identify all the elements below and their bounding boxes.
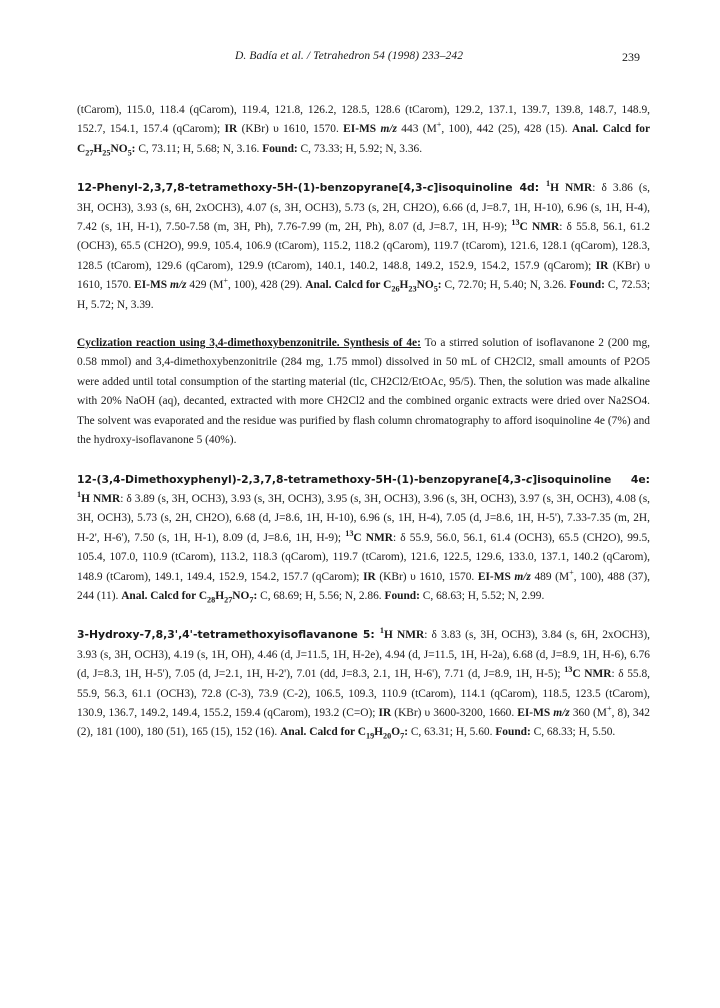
text: C, 73.33; H, 5.92; N, 3.36. xyxy=(297,142,423,155)
formula-part: H xyxy=(374,726,384,739)
mz-label: m/z xyxy=(553,706,570,719)
text: 489 (M xyxy=(530,570,570,583)
text: (KBr) υ 1610, 1570. xyxy=(237,123,344,136)
text: 360 (M xyxy=(569,706,607,719)
subscript: 7 xyxy=(249,595,254,605)
text: : δ 3.89 (s, 3H, OCH3), 3.93 (s, 3H, OCH3), 3.95 (s, 3H, OCH3), 3.96 (s, 3H, OCH3), 3.97 (s, 3H, OCH3), 4.08 (s, 3H, OCH3), 5.73 (s, 2H, CH2O), 6.68 (d, J=8.6, 1H, H-10), 6.96 (s, 1H, H-4), 7.05 (d, J=8.6, 1H, H-5'), 7.33-7.35 (m, 2H, H-2', H-6'), 7.50 (s, 1H, H-1), 8.09 (d, J=8.6, 1H, H-9); xyxy=(77,492,650,544)
text: (tCarom), 115.0, 118.4 (qCarom), 119.4, 121.8, 126.2, 128.5, 128.6 (tCarom), 129.2, 137.1, 139.7, 139.8, 148.7, 148.9, 152.7, 154.1, 157.4 (qCarom); xyxy=(77,104,650,136)
c-nmr-label: C NMR xyxy=(353,531,393,544)
superscript: 13 xyxy=(511,218,520,228)
superscript: + xyxy=(569,567,574,577)
compound-title: 12-Phenyl-2,3,7,8-tetramethoxy-5H-(1)-benzopyrane[4,3- xyxy=(77,181,428,195)
text: 429 (M xyxy=(186,279,224,292)
mz-label: m/z xyxy=(514,570,531,583)
text: C, 63.31; H, 5.60. xyxy=(407,726,496,739)
anal-label: Anal. Calcd for C xyxy=(121,589,208,602)
subscript: 20 xyxy=(383,731,392,741)
ms-label: EI-MS xyxy=(343,123,381,136)
compound-title: 12-(3,4-Dimethoxyphenyl)-2,3,7,8-tetramethoxy-5H-(1)-benzopyrane[4,3- xyxy=(77,472,526,486)
ir-label: IR xyxy=(378,706,392,719)
superscript: 1 xyxy=(77,490,82,500)
formula-part: H xyxy=(399,279,409,292)
text: C, 72.53; H, 5.72; N, 3.39. xyxy=(77,279,651,311)
text: , 100), 488 (37), 244 (11). xyxy=(77,570,651,602)
found-label: Found: xyxy=(384,589,420,602)
h-nmr-label: H NMR xyxy=(81,492,121,505)
c-nmr-label: C NMR xyxy=(519,221,560,234)
formula-part: : xyxy=(404,726,408,739)
found-label: Found: xyxy=(569,279,605,292)
formula-part: : xyxy=(437,279,442,292)
ir-label: IR xyxy=(595,259,609,272)
found-label: Found: xyxy=(495,726,531,739)
text: C, 73.11; H, 5.68; N, 3.16. xyxy=(135,142,263,155)
c-nmr-label: C NMR xyxy=(572,668,612,681)
text: : δ 55.9, 56.0, 56.1, 61.4 (OCH3), 65.5 (CH2O), 99.5, 105.4, 107.0, 110.9 (tCarom), 113.2, 118.3 (qCarom), 119.7 (tCarom), 121.6, 122.5, 129.6, 133.0, 137.1, 140.2 (qCarom), 148.9 (tCarom), 149.1, 149.4, 152.9, 154.2, 157.7 (qCarom); xyxy=(77,531,650,583)
found-label: Found: xyxy=(262,142,298,155)
subscript: 7 xyxy=(400,731,405,741)
formula-part: : xyxy=(253,589,258,602)
text: : δ 3.83 (s, 3H, OCH3), 3.84 (s, 6H, 2xOCH3), 3.93 (s, 3H, OCH3), 4.19 (s, 1H, OH), 4.46 (d, J=11.5, 1H, H-2e), 4.94 (d, J=11.5, 1H, H-2a), 6.68 (d, J=8.9, 1H, H-6), 6.76 (d, J=8.3, 1H, H-5'), 7.05 (d, J=2.1, 1H, H-2'), 7.01 (dd, J=8.3, 2.1, 1H, H-6'), 7.71 (d, J=8.9, 1H, H-5); xyxy=(77,629,651,681)
body-text xyxy=(77,101,650,762)
paragraph-5 xyxy=(77,625,650,742)
text: (KBr) υ 1610, 1570. xyxy=(375,570,478,583)
text: (KBr) υ 1610, 1570. xyxy=(77,259,650,292)
ir-label: IR xyxy=(363,570,376,583)
formula-part: NO xyxy=(416,279,434,292)
running-head: D. Badía et al. / Tetrahedron 54 (1998) 233–242 xyxy=(235,50,464,62)
procedure-heading: Cyclization reaction using 3,4-dimethoxybenzonitrile. Synthesis of 4e: xyxy=(77,337,421,350)
compound-title: c xyxy=(427,181,434,195)
formula-part: H xyxy=(215,589,225,602)
subscript: 19 xyxy=(365,731,375,741)
subscript: 25 xyxy=(102,148,111,158)
formula-part: H xyxy=(93,142,103,155)
text: , 100), 428 (29). xyxy=(227,279,306,292)
compound-title: c xyxy=(525,472,533,486)
subscript: 27 xyxy=(224,595,233,605)
formula-part: : xyxy=(131,142,136,155)
paragraph-cyclization xyxy=(77,334,650,450)
anal-label: Anal. Calcd for C xyxy=(305,279,392,292)
formula-part: NO xyxy=(110,142,128,155)
paragraph-4e xyxy=(77,470,650,607)
mz-label: m/z xyxy=(380,123,397,136)
text: C, 68.33; H, 5.50. xyxy=(530,726,616,739)
ir-label: IR xyxy=(224,123,238,136)
subscript: 28 xyxy=(207,595,216,605)
superscript: 13 xyxy=(564,665,573,675)
superscript: 1 xyxy=(379,626,384,636)
formula-part: NO xyxy=(232,589,250,602)
text: : δ 55.8, 55.9, 56.3, 61.1 (OCH3), 72.8 (C-3), 73.9 (C-2), 106.5, 109.3, 110.9 (tCarom), 114.1 (qCarom), 118.5, 123.5 (tCarom), 130.9, 136.7, 149.2, 149.4, 155.2, 159.4 (qCarom), 193.2 (C=O); xyxy=(77,668,651,719)
text: C, 68.69; H, 5.56; N, 2.86. xyxy=(257,589,385,602)
paragraph-4c-data xyxy=(77,101,650,159)
subscript: 5 xyxy=(127,148,132,158)
anal-label: Anal. Calcd for C xyxy=(280,726,366,739)
compound-title: ]isoquinoline 4d: xyxy=(433,181,547,195)
superscript: 1 xyxy=(546,179,551,189)
text: : δ 55.8, 56.1, 61.2 (OCH3), 65.5 (CH2O), 99.9, 105.4, 106.9 (tCarom), 115.2, 118.2 (qCarom), 119.7 (tCarom), 121.6, 128.1 (qCarom), 128.3, 128.5 (tCarom), 129.6 (qCarom), 129.9 (tCarom), 140.1, 140.2, 148.8, 149.2, 152.9, 154.2, 157.9 (qCarom); xyxy=(77,221,651,272)
ms-label: EI-MS xyxy=(134,279,170,292)
text: , 100), 442 (25), 428 (15). xyxy=(441,123,572,136)
subscript: 27 xyxy=(85,148,94,158)
ms-label: EI-MS xyxy=(517,706,554,719)
superscript: + xyxy=(223,276,228,286)
formula-part: O xyxy=(391,726,401,739)
h-nmr-label: H NMR xyxy=(550,182,593,195)
page-header xyxy=(0,50,720,70)
mz-label: m/z xyxy=(170,279,187,292)
text: : δ 3.86 (s, 3H, OCH3), 3.93 (s, 6H, 2xOCH3), 4.07 (s, 3H, OCH3), 5.73 (s, 2H, CH2O), 6.66 (d, J=8.7, 1H, H-10), 6.96 (s, 1H, H-4), 7.42 (s, 1H, H-1), 7.50-7.58 (m, 3H, Ph), 7.76-7.99 (m, 2H, Ph), 8.07 (d, J=8.7, 1H, H-9); xyxy=(77,182,650,234)
text: C, 68.63; H, 5.52; N, 2.99. xyxy=(419,589,545,602)
compound-title: 3-Hydroxy-7,8,3',4'-tetramethoxyisoflavanone 5: xyxy=(77,628,380,642)
text: , 8), 342 (2), 181 (100), 180 (51), 165 (15), 152 (16). xyxy=(77,706,650,739)
superscript: + xyxy=(436,120,442,130)
subscript: 26 xyxy=(391,284,400,294)
text: C, 72.70; H, 5.40; N, 3.26. xyxy=(441,279,570,292)
ms-label: EI-MS xyxy=(477,570,515,583)
compound-title: ]isoquinoline 4e: xyxy=(532,472,650,486)
subscript: 23 xyxy=(408,284,417,294)
h-nmr-label: H NMR xyxy=(383,629,425,642)
page-number: 239 xyxy=(622,50,640,64)
text: 443 (M xyxy=(396,123,437,136)
subscript: 5 xyxy=(433,284,438,294)
text: (KBr) υ 3600-3200, 1660. xyxy=(391,706,518,719)
superscript: 13 xyxy=(345,528,354,538)
paragraph-4d xyxy=(77,178,650,315)
anal-label: Anal. Calcd for C xyxy=(77,123,651,155)
procedure-text: To a stirred solution of isoflavanone 2 (200 mg, 0.58 mmol) and 3,4-dimethoxybenzonitrile (284 mg, 1.75 mmol) dissolved in 50 mL of CH2Cl2, small amounts of P2O5 were added until total consumption of the starting material (tlc, CH2Cl2/EtOAc, 95/5). Then, the solution was made alkaline with 20% NaOH (aq), decanted, extracted with more CH2Cl2 and the combined organic extracts were dried over Na2SO4. The solvent was evaporated and the residue was purified by flash column chromatography to afford isoquinoline 4e (7%) and the hydroxy-isoflavanone 5 (40%). xyxy=(77,337,651,447)
superscript: + xyxy=(606,704,612,714)
